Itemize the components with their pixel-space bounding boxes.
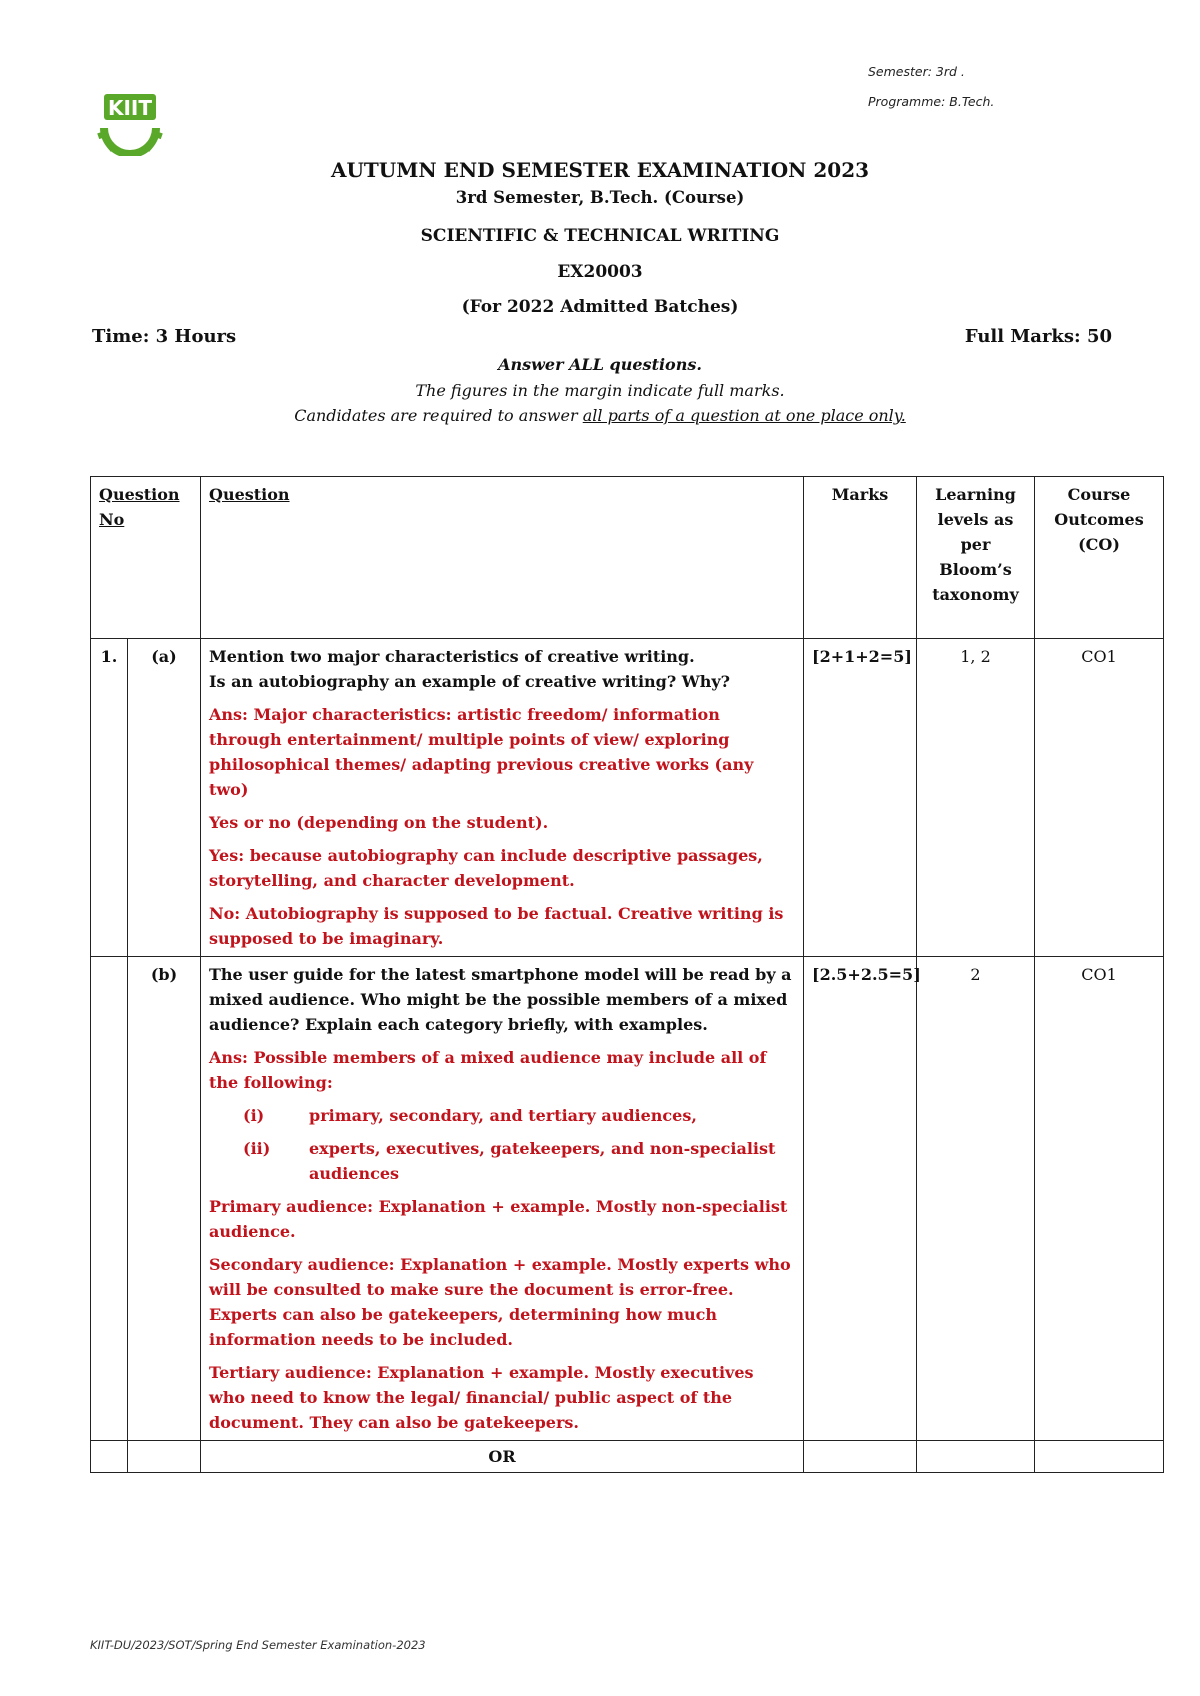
empty-cell: [128, 1441, 201, 1473]
answer-text: Ans: Possible members of a mixed audience may include all of the following:: [209, 1048, 767, 1092]
header-question-no: Question No: [91, 477, 201, 639]
question-part: (b): [128, 957, 201, 1441]
empty-cell: [917, 1441, 1035, 1473]
question-cell: [201, 639, 804, 957]
question-number-empty: [91, 957, 128, 1441]
empty-cell: [91, 1441, 128, 1473]
empty-cell: [1035, 1441, 1164, 1473]
instruction-margin: The figures in the margin indicate full marks.: [415, 381, 785, 400]
subject-title: SCIENTIFIC & TECHNICAL WRITING: [420, 226, 780, 246]
header-course-outcomes: Course Outcomes (CO): [1035, 477, 1164, 639]
answer-text: No: Autobiography is supposed to be factual. Creative writing is supposed to be imaginary.: [209, 904, 784, 948]
answer-text: Tertiary audience: Explanation + example. Mostly executives who need to know the legal/ financial/ public aspect of the document. They can also be gatekeepers.: [209, 1363, 754, 1432]
answer-text: Yes: because autobiography can include descriptive passages, storytelling, and character development.: [209, 846, 763, 890]
answer-text: Ans: Major characteristics: artistic freedom/ information through entertainment/ multiple points of view/ exploring philosophical themes/ adapting previous creative works (any two): [209, 705, 754, 799]
instruction-one-place-prefix: Candidates are required to answer: [294, 406, 583, 425]
table-row: [91, 639, 1164, 957]
answer-list-item: [209, 1136, 795, 1186]
page-footer: KIIT-DU/2023/SOT/Spring End Semester Examination-2023: [90, 1638, 426, 1652]
course-code: EX20003: [557, 262, 643, 282]
answer-list-item: [209, 1103, 795, 1128]
question-cell: [201, 957, 804, 1441]
question-text: The user guide for the latest smartphone model will be read by a mixed audience. Who might be the possible members of a mixed audience? Explain each category briefly, with examples.: [209, 965, 792, 1034]
empty-cell: [804, 1441, 917, 1473]
logo-text: KIIT: [107, 96, 153, 120]
answer-text: Yes or no (depending on the student).: [209, 813, 549, 832]
header-learning-levels: Learning levels as per Bloom’s taxonomy: [917, 477, 1035, 639]
question-part: (a): [128, 639, 201, 957]
course-outcome: CO1: [1035, 957, 1164, 1441]
marks-value: [2+1+2=5]: [804, 639, 917, 957]
time-label: Time: 3 Hours: [92, 326, 237, 347]
instruction-one-place: [0, 406, 1200, 425]
list-marker: (ii): [243, 1139, 271, 1158]
header-marks: Marks: [804, 477, 917, 639]
marks-value: [2.5+2.5=5]: [804, 957, 917, 1441]
list-marker: (i): [243, 1106, 265, 1125]
question-table: [90, 476, 1164, 1473]
list-text: primary, secondary, and tertiary audiences,: [309, 1106, 697, 1125]
table-row: [91, 957, 1164, 1441]
instruction-one-place-underlined: all parts of a question at one place only.: [582, 406, 906, 425]
question-text: [209, 644, 795, 694]
programme-label: Programme: B.Tech.: [868, 94, 995, 109]
kiit-logo: [90, 88, 170, 156]
question-number: 1.: [91, 639, 128, 957]
batch-line: (For 2022 Admitted Batches): [461, 297, 739, 317]
list-text: experts, executives, gatekeepers, and non-specialist audiences: [309, 1139, 776, 1183]
course-outcome: CO1: [1035, 639, 1164, 957]
bloom-level: 2: [917, 957, 1035, 1441]
semester-line: 3rd Semester, B.Tech. (Course): [455, 188, 745, 207]
semester-label: Semester: 3rd .: [868, 64, 965, 79]
or-label: OR: [201, 1441, 804, 1473]
instruction-answer-all: Answer ALL questions.: [498, 355, 702, 374]
question-line: Is an autobiography an example of creative writing? Why?: [209, 672, 731, 691]
header-question: Question: [201, 477, 804, 639]
or-row: [91, 1441, 1164, 1473]
answer-text: Primary audience: Explanation + example. Mostly non-specialist audience.: [209, 1197, 788, 1241]
answer-text: Secondary audience: Explanation + example. Mostly experts who will be consulted to make sure the document is error-free. Experts can also be gatekeepers, determining how much information needs to be included.: [209, 1255, 791, 1349]
question-line: Mention two major characteristics of creative writing.: [209, 647, 695, 666]
table-header-row: [91, 477, 1164, 639]
bloom-level: 1, 2: [917, 639, 1035, 957]
exam-title: AUTUMN END SEMESTER EXAMINATION 2023: [330, 158, 870, 182]
full-marks-label: Full Marks: 50: [964, 326, 1112, 347]
